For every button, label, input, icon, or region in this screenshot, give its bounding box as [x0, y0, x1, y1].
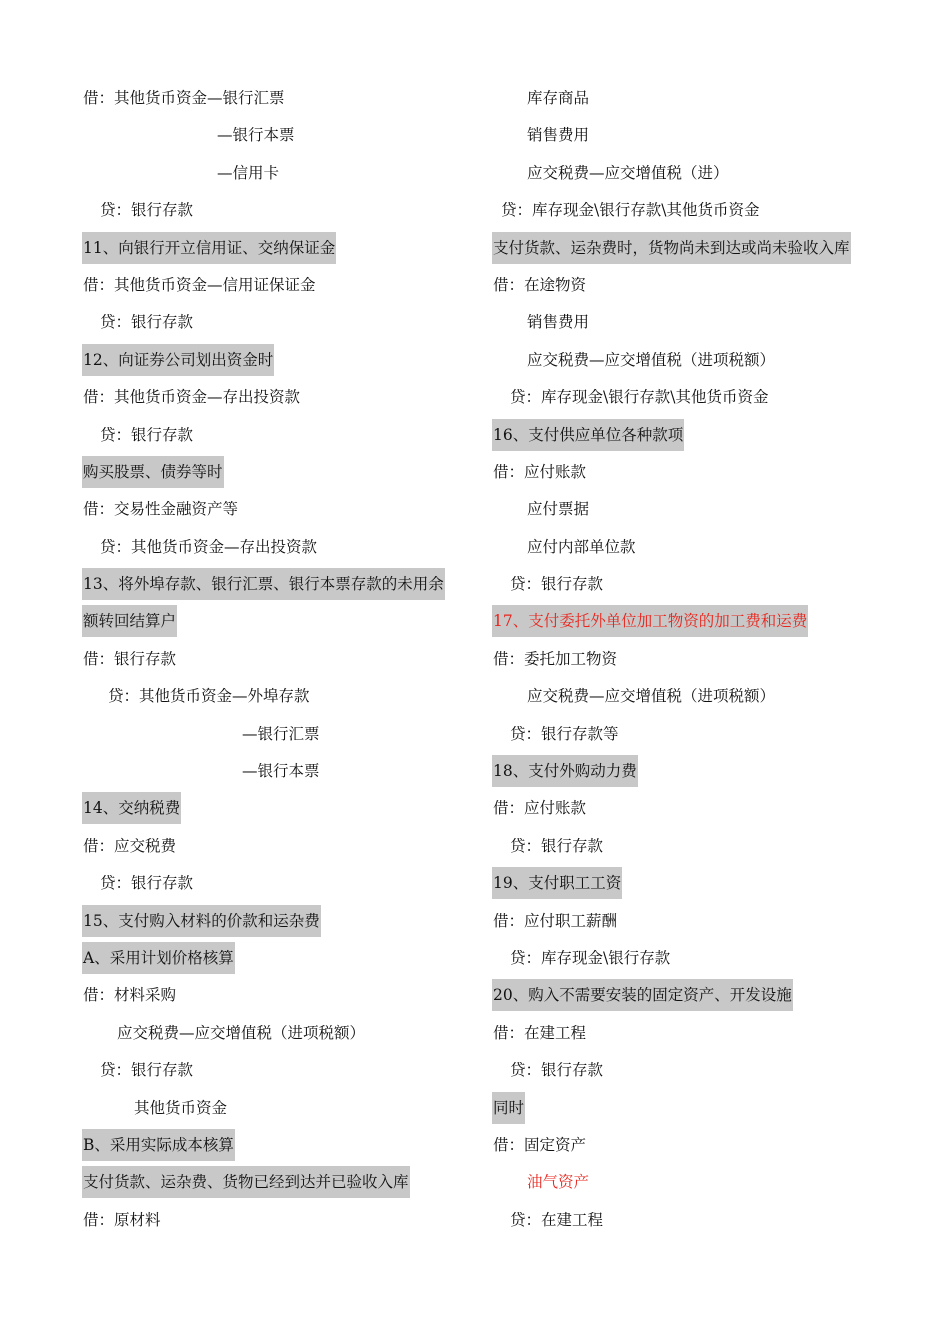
left-column-line — [82, 1129, 462, 1166]
right-column-line — [492, 905, 887, 942]
entry-text: 贷：银行存款 — [100, 874, 194, 893]
section-heading: 15、支付购入材料的价款和运杂费 — [82, 905, 321, 937]
section-heading: B、采用实际成本核算 — [82, 1129, 235, 1161]
right-column-line — [492, 1092, 887, 1129]
entry-text: —银行汇票 — [242, 724, 320, 743]
section-heading: 12、向证券公司划出资金时 — [82, 344, 274, 376]
entry-text: 贷：库存现金\银行存款 — [510, 948, 671, 967]
left-column-line — [82, 867, 462, 904]
entry-text: —银行本票 — [217, 126, 295, 145]
right-column-line — [492, 493, 887, 530]
section-heading: 18、支付外购动力费 — [492, 755, 638, 787]
entry-text: 贷：其他货币资金—存出投资款 — [100, 537, 318, 556]
entry-text: 贷：库存现金\银行存款\其他货币资金 — [510, 388, 769, 407]
left-column-line — [82, 493, 462, 530]
entry-text: 应交税费—应交增值税（进项税额） — [527, 687, 776, 706]
right-column-line — [492, 1054, 887, 1091]
left-column-line — [82, 605, 462, 642]
entry-text: 贷：银行存款 — [510, 836, 604, 855]
entry-text: 贷：其他货币资金—外埠存款 — [108, 687, 310, 706]
section-heading: 14、交纳税费 — [82, 792, 181, 824]
entry-text: 借：应付账款 — [493, 799, 587, 818]
left-column-line — [82, 979, 462, 1016]
entry-text: 应交税费—应交增值税（进项税额） — [527, 350, 776, 369]
right-column-line — [492, 605, 887, 642]
right-column-line — [492, 419, 887, 456]
right-column-line — [492, 979, 887, 1016]
right-column-line — [492, 306, 887, 343]
left-column-line — [82, 1204, 462, 1241]
entry-text: 借：在建工程 — [493, 1023, 587, 1042]
right-column-line — [492, 1017, 887, 1054]
entry-text: 库存商品 — [527, 89, 590, 107]
left-column-line — [82, 680, 462, 717]
right-column-line — [492, 1204, 887, 1241]
entry-text: 贷：库存现金\银行存款\其他货币资金 — [501, 201, 760, 220]
entry-text: 应付票据 — [527, 500, 590, 519]
entry-text: 借：应交税费 — [83, 836, 177, 855]
left-column-line — [82, 381, 462, 418]
entry-text: 贷：在建工程 — [510, 1210, 604, 1229]
left-column-line — [82, 306, 462, 343]
left-column-line — [82, 82, 462, 119]
right-column-line — [492, 867, 887, 904]
entry-text: 借：银行存款 — [83, 649, 177, 668]
right-column-line — [492, 381, 887, 418]
entry-text: 贷：银行存款 — [510, 1061, 604, 1080]
right-column-line — [492, 680, 887, 717]
right-column-line — [492, 755, 887, 792]
entry-text: 借：交易性金融资产等 — [83, 500, 239, 519]
left-column — [82, 82, 462, 1241]
entry-text: 借：其他货币资金—存出投资款 — [83, 388, 301, 407]
entry-text: 借：原材料 — [83, 1210, 161, 1229]
right-column — [492, 82, 887, 1241]
section-heading: 17、支付委托外单位加工物资的加工费和运费 — [492, 605, 808, 637]
right-column-line — [492, 792, 887, 829]
left-column-line — [82, 830, 462, 867]
section-heading: 购买股票、债券等时 — [82, 456, 224, 488]
entry-text: 贷：银行存款 — [100, 425, 194, 444]
left-column-line — [82, 1054, 462, 1091]
entry-text: 油气资产 — [527, 1173, 590, 1192]
entry-text: 借：材料采购 — [83, 986, 177, 1005]
entry-text: 借：应付职工薪酬 — [493, 911, 618, 930]
entry-text: 借：固定资产 — [493, 1135, 587, 1154]
left-column-line — [82, 792, 462, 829]
entry-text: 贷：银行存款等 — [510, 724, 619, 743]
entry-text: 借：其他货币资金—银行汇票 — [83, 89, 285, 107]
section-heading: 20、购入不需要安装的固定资产、开发设施 — [492, 979, 793, 1011]
left-column-line — [82, 456, 462, 493]
left-column-line — [82, 718, 462, 755]
entry-text: —银行本票 — [242, 762, 320, 781]
section-heading: 支付货款、运杂费时，货物尚未到达或尚未验收入库 — [492, 232, 851, 264]
entry-text: 销售费用 — [527, 126, 590, 145]
entry-text: 贷：银行存款 — [100, 201, 194, 220]
right-column-line — [492, 194, 887, 231]
left-column-line — [82, 1092, 462, 1129]
right-column-line — [492, 157, 887, 194]
right-column-line — [492, 830, 887, 867]
section-heading: 额转回结算户 — [82, 605, 177, 637]
left-column-line — [82, 194, 462, 231]
entry-text: 借：在途物资 — [493, 275, 587, 294]
right-column-line — [492, 456, 887, 493]
right-column-line — [492, 269, 887, 306]
left-column-line — [82, 269, 462, 306]
entry-text: 应交税费—应交增值税（进） — [527, 163, 729, 182]
section-heading: 11、向银行开立信用证、交纳保证金 — [82, 232, 336, 264]
entry-text: 贷：银行存款 — [100, 313, 194, 332]
section-heading: 13、将外埠存款、银行汇票、银行本票存款的未用余 — [82, 568, 445, 600]
left-column-line — [82, 942, 462, 979]
entry-text: 贷：银行存款 — [510, 575, 604, 594]
section-heading: 19、支付职工工资 — [492, 867, 622, 899]
left-column-line — [82, 755, 462, 792]
right-column-line — [492, 344, 887, 381]
entry-text: 借：其他货币资金—信用证保证金 — [83, 275, 316, 294]
right-column-line — [492, 1129, 887, 1166]
right-column-line — [492, 82, 887, 119]
left-column-line — [82, 157, 462, 194]
left-column-line — [82, 643, 462, 680]
left-column-line — [82, 531, 462, 568]
entry-text: —信用卡 — [217, 163, 280, 182]
left-column-line — [82, 232, 462, 269]
left-column-line — [82, 1017, 462, 1054]
entry-text: 应付内部单位款 — [527, 537, 636, 556]
entry-text: 借：委托加工物资 — [493, 649, 618, 668]
left-column-line — [82, 344, 462, 381]
right-column-line — [492, 232, 887, 269]
left-column-line — [82, 119, 462, 156]
entry-text: 销售费用 — [527, 313, 590, 332]
left-column-line — [82, 568, 462, 605]
entry-text: 贷：银行存款 — [100, 1061, 194, 1080]
right-column-line — [492, 568, 887, 605]
right-column-line — [492, 1166, 887, 1203]
entry-text: 其他货币资金 — [134, 1098, 228, 1117]
left-column-line — [82, 1166, 462, 1203]
right-column-line — [492, 942, 887, 979]
entry-text: 应交税费—应交增值税（进项税额） — [117, 1023, 366, 1042]
left-column-line — [82, 905, 462, 942]
left-column-line — [82, 419, 462, 456]
entry-text: 借：应付账款 — [493, 462, 587, 481]
section-heading: 同时 — [492, 1092, 525, 1124]
right-column-line — [492, 531, 887, 568]
right-column-line — [492, 643, 887, 680]
right-column-line — [492, 119, 887, 156]
right-column-line — [492, 718, 887, 755]
section-heading: 16、支付供应单位各种款项 — [492, 419, 684, 451]
section-heading: 支付货款、运杂费、货物已经到达并已验收入库 — [82, 1166, 410, 1198]
section-heading: A、采用计划价格核算 — [82, 942, 235, 974]
